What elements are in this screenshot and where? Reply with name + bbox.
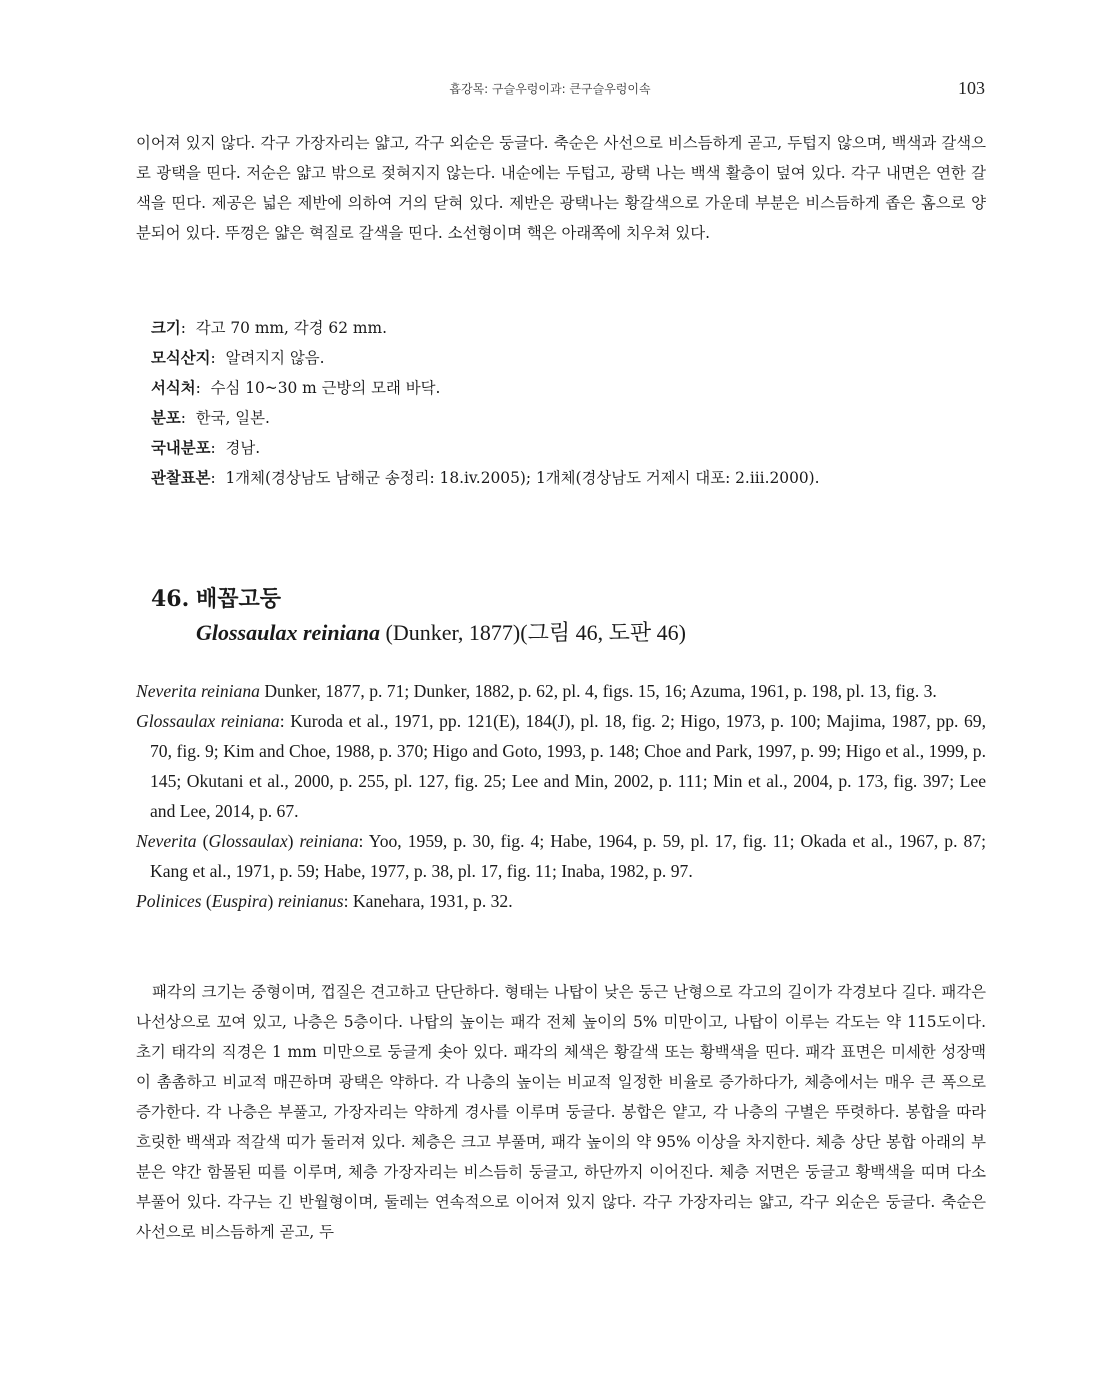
synonym-name: Neverita (Glossaulax) reiniana: bbox=[136, 831, 364, 851]
synonym-entry bbox=[136, 886, 986, 916]
field-value: 수심 10~30 m 근방의 모래 바닥. bbox=[210, 379, 441, 397]
field-distribution: 분포: 한국, 일본. bbox=[151, 409, 270, 427]
field-value: 1개체(경상남도 남해군 송정리: 18.iv.2005); 1개체(경상남도 거제시 대포: 2.iii.2000). bbox=[225, 469, 820, 487]
synonym-refs: Kanehara, 1931, p. 32. bbox=[348, 891, 513, 911]
synonym-refs: Yoo, 1959, p. 30, fig. 4; Habe, 1964, p. 59, pl. 17, fig. 11; Okada et al., 1967, p. 87; Kang et al., 1971, p. 59; Habe, 1977, p. 38, pl. 17, fig. 11; Inaba, 1982, p. 97. bbox=[150, 831, 986, 881]
field-type-locality: 모식산지: 알려지지 않음. bbox=[151, 349, 325, 367]
species-authority: (Dunker, 1877) bbox=[385, 620, 521, 645]
field-value: 알려지지 않음. bbox=[225, 349, 325, 367]
field-specimens-examined: 관찰표본: 1개체(경상남도 남해군 송정리: 18.iv.2005); 1개체(경상남도 거제시 대포: 2.iii.2000). bbox=[151, 469, 820, 487]
synonymy-list bbox=[136, 676, 986, 916]
running-title: 흡강목: 구슬우렁이과: 큰구슬우렁이속 bbox=[449, 82, 651, 96]
species-korean-name: 배꼽고둥 bbox=[196, 586, 282, 612]
synonym-refs: Dunker, 1877, p. 71; Dunker, 1882, p. 62, pl. 4, figs. 15, 16; Azuma, 1961, p. 198, pl. 13, fig. 3. bbox=[259, 681, 937, 701]
description-paragraph: 패각의 크기는 중형이며, 껍질은 견고하고 단단하다. 형태는 나탑이 낮은 둥근 난형으로 각고의 길이가 각경보다 길다. 패각은 나선상으로 꼬여 있고, 나층은 5층이다. 나탑의 높이는 패각 전체 높이의 5% 미만이고, 나탑이 이루는 각도는 약 115도이다. 초기 태각의 직경은 1 mm 미만으로 둥글게 솟아 있다. 패각의 체색은 황갈색 또는 황백색을 띤다. 패각 표면은 미세한 성장맥이 촘촘하고 비교적 매끈하며 광택은 약하다. 각 나층의 높이는 비교적 일정한 비율로 증가하다가, 체층에서는 매우 큰 폭으로 증가한다. 각 나층은 부풀고, 가장자리는 약하게 경사를 이루며 둥글다. 봉합은 얕고, 각 나층의 구별은 뚜렷하다. 봉합을 따라 흐릿한 백색과 적갈색 띠가 둘러져 있다. 체층은 크고 부풀며, 패각 높이의 약 95% 이상을 차지한다. 체층 상단 봉합 아래의 부분은 약간 함몰된 띠를 이루며, 체층 가장자리는 비스듬히 둥글고, 하단까지 이어진다. 체층 저면은 둥글고 황백색을 띠며 다소 부풀어 있다. 각구는 긴 반월형이며, 둘레는 연속적으로 이어져 있지 않다. 각구 가장자리는 얇고, 각구 외순은 둥글다. 축순은 사선으로 비스듬하게 곧고, 두 bbox=[136, 983, 986, 1241]
species-scientific-name: Glossaulax reiniana bbox=[196, 620, 380, 645]
field-label: 분포 bbox=[151, 409, 181, 427]
synonym-entry bbox=[136, 826, 986, 886]
field-habitat: 서식처: 수심 10~30 m 근방의 모래 바닥. bbox=[151, 379, 441, 397]
field-value: 한국, 일본. bbox=[195, 409, 270, 427]
field-label: 서식처 bbox=[151, 379, 196, 397]
field-size: 크기: 각고 70 mm, 각경 62 mm. bbox=[151, 319, 387, 337]
synonym-entry bbox=[136, 706, 986, 826]
description-paragraph-continued: 이어져 있지 않다. 각구 가장자리는 얇고, 각구 외순은 둥글다. 축순은 사선으로 비스듬하게 곧고, 두텁지 않으며, 백색과 갈색으로 광택을 띤다. 저순은 얇고 밖으로 젖혀지지 않는다. 내순에는 두텁고, 광택 나는 백색 활층이 덮여 있다. 각구 내면은 연한 갈색을 띤다. 제공은 넓은 제반에 의하여 거의 닫혀 있다. 제반은 광택나는 황갈색으로 가운데 부분은 비스듬하게 좁은 홈으로 양분되어 있다. 뚜껑은 얇은 혁질로 갈색을 띤다. 소선형이며 핵은 아래쪽에 치우쳐 있다. bbox=[136, 134, 986, 242]
synonym-name: Glossaulax reiniana: bbox=[136, 711, 285, 731]
species-scientific-line bbox=[196, 616, 971, 650]
page-number: 103 bbox=[958, 78, 985, 98]
synonym-name: Polinices (Euspira) reinianus: bbox=[136, 891, 349, 911]
synonym-refs: Kuroda et al., 1971, pp. 121(E), 184(J), pl. 18, fig. 2; Higo, 1973, p. 100; Majima, 1987, pp. 69, 70, fig. 9; Kim and Choe, 1988, p. 370; Higo and Goto, 1993, p. 148; Choe and Park, 1997, p. 99; Higo et al., 1999, p. 145; Okutani et al., 2000, p. 255, pl. 127, fig. 25; Lee and Min, 2002, p. 111; Min et al., 2004, p. 173, fig. 397; Lee and Lee, 2014, p. 67. bbox=[150, 711, 986, 821]
field-domestic-distribution: 국내분포: 경남. bbox=[151, 439, 261, 457]
field-label: 크기 bbox=[151, 319, 181, 337]
synonym-entry bbox=[136, 676, 986, 706]
species-figure-ref: (그림 46, 도판 46) bbox=[520, 620, 686, 645]
species-heading bbox=[151, 582, 971, 650]
species-info-fields bbox=[151, 313, 971, 493]
running-head bbox=[0, 78, 1100, 98]
species-title bbox=[151, 582, 971, 616]
field-label: 국내분포 bbox=[151, 439, 211, 457]
species-number: 46. bbox=[151, 586, 190, 612]
field-value: 경남. bbox=[225, 439, 261, 457]
field-label: 관찰표본 bbox=[151, 469, 211, 487]
field-label: 모식산지 bbox=[151, 349, 211, 367]
synonym-name: Neverita reiniana bbox=[136, 681, 260, 701]
field-value: 각고 70 mm, 각경 62 mm. bbox=[195, 319, 387, 337]
